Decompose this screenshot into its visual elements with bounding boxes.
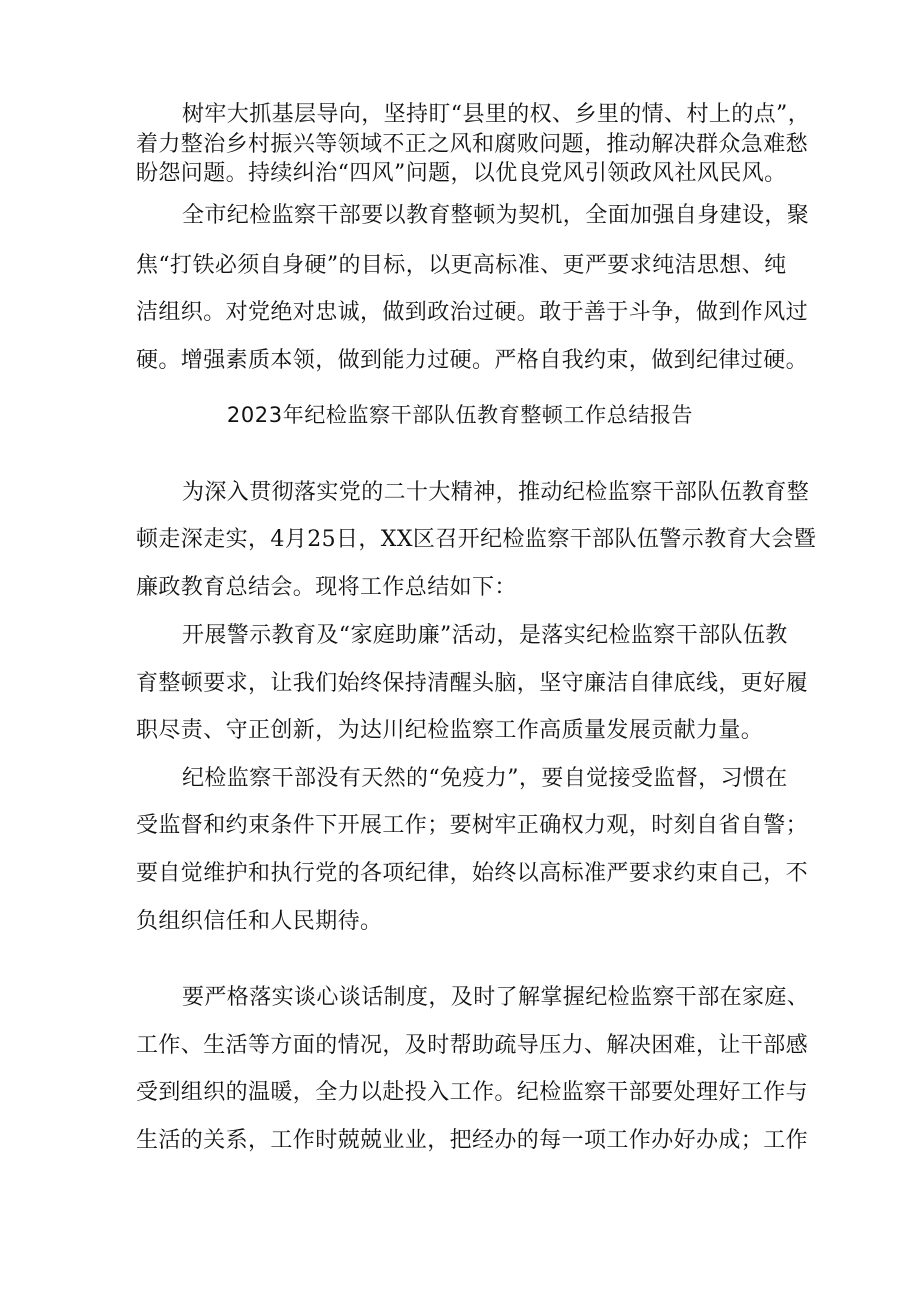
paragraph-line: 树牢大抓基层导向，坚持盯“县里的权、乡里的情、村上的点”， [182,102,811,127]
paragraph-line: 开展警示教育及“家庭助廉”活动，是落实纪检监察干部队伍教 [182,623,788,648]
paragraph-line: 硬。增强素质本领，做到能力过硬。严格自我约束，做到纪律过硬。 [136,348,809,373]
paragraph-line: 盼怨问题。持续纠治“四风”问题，以优良党风引领政风社风民风。 [136,161,787,186]
paragraph-line: 工作、生活等方面的情况，及时帮助疏导压力、解决困难，让干部感 [136,1033,809,1058]
paragraph-line: 要自觉维护和执行党的各项纪律，始终以高标准严要求约束自己，不 [136,861,809,886]
paragraph-line: 全市纪检监察干部要以教育整顿为契机，全面加强自身建设，聚 [182,203,810,228]
paragraph-line: 生活的关系，工作时兢兢业业，把经办的每一项工作办好办成；工作 [136,1128,809,1153]
paragraph-line: 洁组织。对党绝对忠诚，做到政治过硬。敢于善于斗争，做到作风过 [136,300,809,325]
paragraph-line: 受到组织的温暖，全力以赴投入工作。纪检监察干部要处理好工作与 [136,1080,809,1105]
paragraph-line: 负组织信任和人民期待。 [136,909,383,934]
paragraph-line: 要严格落实谈心谈话制度，及时了解掌握纪检监察干部在家庭、 [182,985,810,1010]
document-title: 2023年纪检监察干部队伍教育整顿工作总结报告 [226,403,694,427]
paragraph-line: 育整顿要求，让我们始终保持清醒头脑，坚守廉洁自律底线，更好履 [136,671,809,696]
paragraph-line: 廉政教育总结会。现将工作总结如下： [136,575,517,600]
paragraph-line: 顿走深走实，4月25日，XX区召开纪检监察干部队伍警示教育大会暨 [136,527,817,552]
paragraph-line: 职尽责、守正创新，为达川纪检监察工作高质量发展贡献力量。 [136,718,764,743]
paragraph-line: 着力整治乡村振兴等领域不正之风和腐败问题，推动解决群众急难愁 [136,132,809,157]
paragraph-line: 焦“打铁必须自身硬”的目标，以更高标准、更严要求纯洁思想、纯 [136,253,787,278]
paragraph-line: 纪检监察干部没有天然的“免疫力”，要自觉接受监督，习惯在 [182,766,788,791]
paragraph-line: 为深入贯彻落实党的二十大精神，推动纪检监察干部队伍教育整 [182,480,810,505]
paragraph-line: 受监督和约束条件下开展工作；要树牢正确权力观，时刻自省自警； [136,813,809,838]
